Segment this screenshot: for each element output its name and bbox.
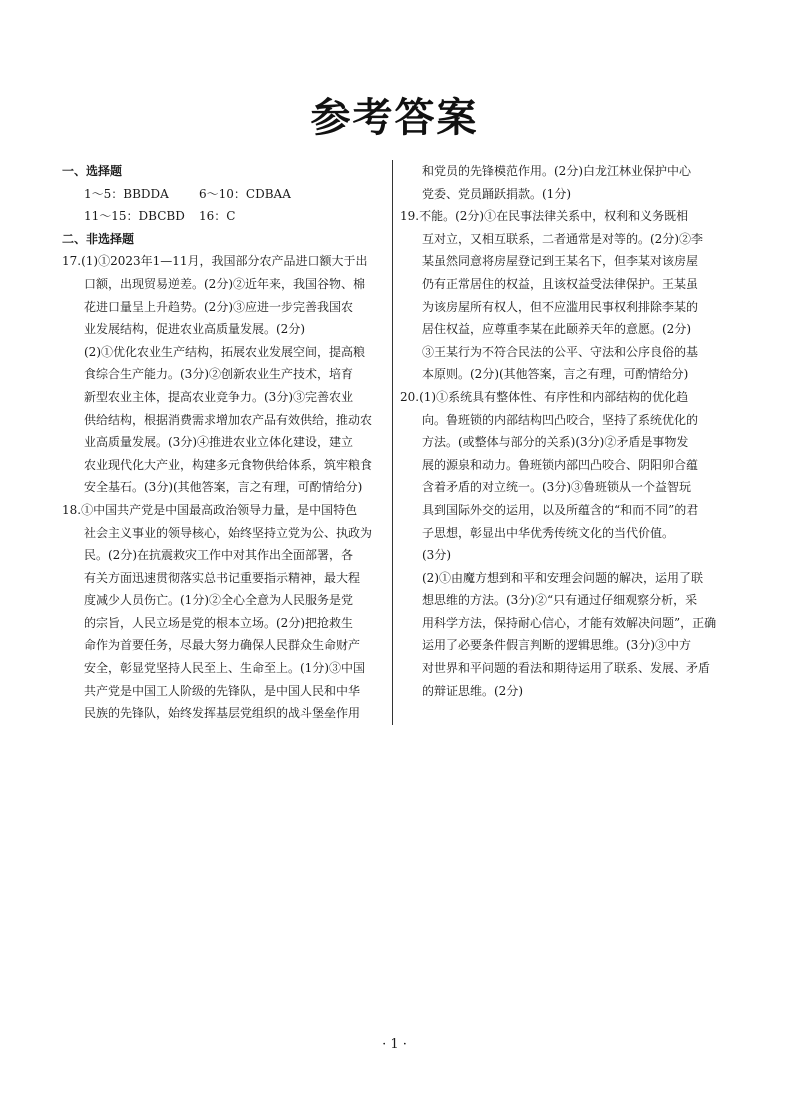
answer-line: 和党员的先锋模范作用。(2分)白龙江林业保护中心 [422,164,691,178]
answer-line: (2)①优化农业生产结构，拓展农业发展空间，提高粮 [84,344,366,359]
answer-line: (3分) [422,548,451,563]
answer-line: 为该房屋所有权人，但不应滥用民事权利排除李某的 [422,299,699,314]
choice-answers-group: 1～5：BBDDA [84,186,169,201]
answer-line: 仍有正常居住的权益，且该权益受法律保护。王某虽 [422,276,699,291]
answer-line: 民族的先锋队，始终发挥基层党组织的战斗堡垒作用 [84,706,361,721]
answer-line: 供给结构，根据消费需求增加农产品有效供给，推动农 [84,412,373,427]
answer-item-start: 18.①中国共产党是中国最高政治领导力量，是中国特色 [62,502,358,517]
answer-item-start: 20.(1)①系统具有整体性、有序性和内部结构的优化趋 [400,389,689,404]
column-divider [392,160,393,725]
answer-line: 含着矛盾的对立统一。(3分)③鲁班锁从一个益智玩 [422,480,691,495]
answer-line: 具到国际外交的运用，以及所蕴含的“和而不同”的君 [422,502,699,517]
section-heading: 二、非选择题 [62,231,135,246]
answer-line: 的宗旨，人民立场是党的根本立场。(2分)把抢救生 [84,615,353,630]
answer-line: 方法。(或整体与部分的关系)(3分)②矛盾是事物发 [422,435,689,450]
choice-answers-group: 11～15：DBCBD [84,209,185,224]
choice-answers-row [62,205,392,228]
answer-line: ③王某行为不符合民法的公平、守法和公序良俗的基 [422,344,699,359]
answer-line: 展的源泉和动力。鲁班锁内部凹凸咬合、阴阳卯合蕴 [422,457,699,472]
answer-line: 居住权益，应尊重李某在此颐养天年的意愿。(2分) [422,322,691,337]
choice-answers-row [62,183,392,206]
section-heading: 一、选择题 [62,164,123,178]
answer-line: 民。(2分)在抗震救灾工作中对其作出全面部署，各 [84,548,353,563]
answer-line: 口额，出现贸易逆差。(2分)②近年来，我国谷物、棉 [84,276,366,291]
answer-item-start: 19.不能。(2分)①在民事法律关系中，权利和义务既相 [400,209,689,224]
answer-line: 某虽然同意将房屋登记到王某名下，但李某对该房屋 [422,254,699,269]
answer-line: 互对立，又相互联系，二者通常是对等的。(2分)②李 [422,231,704,246]
page-number: · 1 · [382,1037,407,1052]
answer-line: 党委、党员踊跃捐款。(1分) [422,186,571,201]
answer-line: 想思维的方法。(3分)②“只有通过仔细观察分析，采 [422,593,698,608]
answer-line: 新型农业主体，提高农业竞争力。(3分)③完善农业 [84,389,353,404]
answer-line: 安全，彰显党坚持人民至上、生命至上。(1分)③中国 [84,661,366,676]
answer-line: 花进口量呈上升趋势。(2分)③应进一步完善我国农 [84,299,353,314]
answer-line: 安全基石。(3分)(其他答案，言之有理，可酌情给分) [84,480,363,495]
left-column [62,160,392,725]
choice-answers-group: 6～10：CDBAA [199,186,291,201]
answer-item-start: 17.(1)①2023年1—11月，我国部分农产品进口额大于出 [62,254,368,269]
answer-line: 有关方面迅速贯彻落实总书记重要指示精神，最大程 [84,570,361,585]
answer-line: (2)①由魔方想到和平和安理会问题的解决，运用了联 [422,570,704,585]
answer-line: 本原则。(2分)(其他答案，言之有理，可酌情给分) [422,367,689,382]
answer-line: 度减少人员伤亡。(1分)②全心全意为人民服务是党 [84,593,353,608]
answer-line: 业高质量发展。(3分)④推进农业立体化建设，建立 [84,435,353,450]
answer-line: 命作为首要任务，尽最大努力确保人民群众生命财产 [84,638,361,653]
choice-answers-group: 16：C [199,209,236,224]
answer-line: 子思想，彰显出中华优秀传统文化的当代价值。 [422,525,675,540]
answer-line: 共产党是中国工人阶级的先锋队，是中国人民和中华 [84,683,361,698]
answer-line: 向。鲁班锁的内部结构凹凸咬合，坚持了系统优化的 [422,412,699,427]
answer-line: 社会主义事业的领导核心，始终坚持立党为公、执政为 [84,525,373,540]
page-title: 参考答案 [310,95,479,141]
answer-line: 农业现代化大产业，构建多元食物供给体系，筑牢粮食 [84,457,373,472]
answer-line: 用科学方法，保持耐心信心，才能有效解决问题”，正确 [422,615,717,630]
answer-line: 业发展结构，促进农业高质量发展。(2分) [84,322,305,337]
right-column [400,160,730,702]
answer-line: 运用了必要条件假言判断的逻辑思维。(3分)③中方 [422,638,691,653]
answer-line: 的辩证思维。(2分) [422,683,523,698]
answer-line: 对世界和平问题的看法和期待运用了联系、发展、矛盾 [422,661,711,676]
answer-line: 食综合生产能力。(3分)②创新农业生产技术，培育 [84,367,353,382]
